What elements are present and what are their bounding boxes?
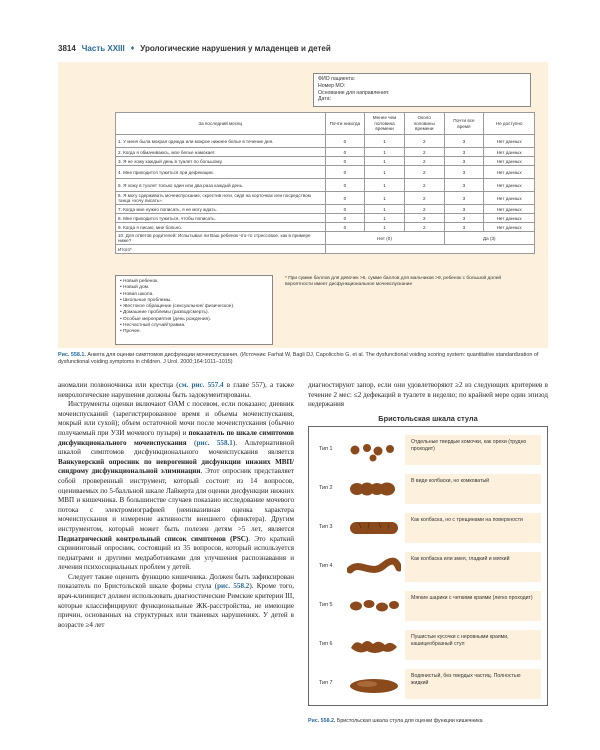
table-row [116,205,535,214]
total-value-cell [325,245,535,254]
question-cell: 10. Для ответов родителей: Испытывал ли Ваш ребенок что-то стрессовое, как в примере ниже? [116,232,326,245]
bristol-type-label: Тип 7 [319,680,333,686]
bristol-type-description: Пушистые кусочки с неровными краями, кашицеобразный стул [405,630,541,660]
text-run: ( [186,438,197,447]
bristol-type-label: Тип 2 [319,485,333,491]
figure-caption [58,352,548,366]
stool-illustration-icon [347,513,401,543]
table-row [116,157,535,166]
bold-term: показатель по шкале симптомов дисфункционального мочеиспускания [58,428,295,447]
list-item: • Новый ребенок. [120,279,268,285]
bold-term: Ванкуверский опросник по неврогенной дисфункции нижних МВП/синдрому дисфункциональной элиминации [58,457,294,476]
patient-line: Дата: [318,96,331,103]
score-cell: 0 [325,179,365,192]
score-cell: Нет данных [484,192,535,205]
score-cell: Нет данных [484,214,535,223]
bristol-stool-chart [308,414,548,706]
patient-line: ФИО пациента: [318,76,356,82]
bristol-type-label: Тип 3 [319,524,333,530]
bristol-type-description: В виде колбаски, но комковатый [405,474,541,504]
table-row [116,148,535,157]
bristol-type-description: Водянистый, без твердых частиц. Полностью жидкий [405,669,541,699]
list-item: • Особые мероприятия (день рождения). [120,317,268,323]
table-row [116,166,535,179]
text-run: аномалии позвоночника или крестца ( [58,381,179,389]
score-cell: 1 [365,205,405,214]
total-label-cell: Итого* [116,245,326,254]
bristol-type-row [309,665,549,703]
list-item: • Новый дом. [120,285,268,291]
table-row [116,245,535,254]
score-cell: 3 [444,214,484,223]
list-item: • Несчастный случай/травма. [120,323,268,329]
score-cell: 2 [404,135,444,148]
page-number: 3814 [58,43,76,53]
score-cell: 3 [444,148,484,157]
text-run: Следует также оценить функцию кишечника. Должен быть зафиксирован показатель по Бристольской шкале формы стула ( [58,572,294,591]
score-cell: 1 [365,148,405,157]
score-cell: 3 [444,179,484,192]
question-cell: 3. Я не хожу каждый день в туалет по большому. [116,157,326,166]
page-header [58,41,548,55]
score-cell: 1 [365,135,405,148]
score-footnote: * При сумме баллов для девочек >6, сумме баллов для мальчиков >9, ребенок с большой долей вероятности имеет дисфункциональное мочеиспускание [285,276,502,287]
bristol-type-row [309,548,549,586]
score-cell: 1 [365,166,405,179]
score-cell: 1 [365,157,405,166]
score-cell: 2 [404,157,444,166]
bristol-type-row [309,431,549,469]
column-header: Почти все время [444,113,484,135]
list-item: • Новая школа. [120,292,268,298]
question-cell: 1. У меня была мокрая одежда или мокрое нижнее белье в течение дня. [116,135,326,148]
question-cell: 8. Мне приходится тужиться, чтобы пописать. [116,214,326,223]
text-run: . Этот опросник представляет собой проверенный инструмент, который состоит из 14 вопросов, оцениваемых по 5-балльной шкале Лайкерта для оценки дисфункции нижних МВП и кишечника. В большинстве случаев показано исследование мочевого потока с электромиографией (неинвазивная оценка характера мочеиспускания и измерение активности внешнего сфинктера). Другим инструментом, который может быть полезен детям >5 лет, является [58,467,294,533]
figure-reference-link[interactable]: рис. 558.1 [196,438,233,447]
stool-illustration-icon [347,435,401,465]
score-cell: 3 [444,205,484,214]
stress-factors-list [115,275,273,345]
bristol-type-label: Тип 1 [319,446,333,452]
bristol-type-row [309,626,549,664]
bristol-type-description: Как колбаска, но с трещинами на поверхности [405,513,541,543]
score-cell: 0 [325,214,365,223]
paragraph [58,400,294,573]
bristol-types-box [308,426,548,706]
table-row [116,192,535,205]
column-header: За последний месяц [116,113,326,135]
score-cell: Нет данных [484,148,535,157]
score-cell: Нет данных [484,205,535,214]
text-run: Инструменты оценки включают ОАМ с посевом, если показано; дневник мочеиспусканий (зарегистрированное время и объемы мочеиспускания, мокрый или сухой); объем остаточной мочи после мочеиспускания (обычно получаемый при УЗИ мочевого пузыря) и [58,400,294,437]
score-cell: 2 [404,192,444,205]
score-cell: Нет данных [484,223,535,232]
score-cell: Нет данных [484,135,535,148]
list-item: • Прочее. [120,329,268,335]
question-cell: 4. Мне приходится тужиться при дефекации. [116,166,326,179]
answer-no-cell: Нет (0) [325,232,444,245]
score-cell: 0 [325,223,365,232]
bristol-title: Бристольская шкала стула [378,414,478,423]
stool-illustration-icon [347,474,401,504]
text-run: в главе 557), а также неврологические нарушения должны быть задокументированы. [58,381,295,399]
table-row [116,223,535,232]
score-cell: 0 [325,148,365,157]
column-header: Около половины времени [404,113,444,135]
figure-label: Рис. 558.1. [58,352,86,358]
score-cell: 2 [404,223,444,232]
question-cell: 7. Когда мне нужно пописать, я не могу ждать. [116,205,326,214]
score-cell: 3 [444,166,484,179]
question-cell: 2. Когда я обмачиваюсь, мое белье намокает. [116,148,326,157]
figure-caption-text: Бристольская шкала стула для оценки функции кишечника [335,718,483,724]
patient-line: Номер МО: [318,82,346,89]
score-cell: 3 [444,223,484,232]
bristol-type-row [309,509,549,547]
score-cell: Нет данных [484,166,535,179]
score-cell: 2 [404,205,444,214]
bristol-type-label: Тип 4 [319,563,333,569]
score-cell: Нет данных [484,179,535,192]
score-cell: 0 [325,166,365,179]
stool-illustration-icon [347,552,401,582]
table-row [116,179,535,192]
symptom-questionnaire-table [115,112,535,254]
stool-illustration-icon [347,630,401,660]
bristol-type-row [309,470,549,508]
figure-caption [308,718,558,724]
list-item: • Школьные проблемы. [120,298,268,304]
bristol-type-description: Мягкие шарики с четкими краями (легко проходит) [405,591,541,621]
column-header: Почти никогда [325,113,365,135]
body-text-right-column: диагностируют запор, если они удовлетворяют ≥2 из следующих критериев в течение 2 мес: ≤2 дефекаций в туалете в неделю; по крайней мере один эпизод недержания [308,381,548,409]
score-cell: 1 [365,214,405,223]
score-cell: 0 [325,205,365,214]
text-run: . Это краткий скрининговый опросник, состоящий из 35 вопросов, который используется педиатрами и другими медработниками для улучшения распознавания и лечения психосоциальных проблем у детей. [58,534,295,572]
score-cell: 0 [325,157,365,166]
score-cell: 2 [404,166,444,179]
score-cell: 3 [444,192,484,205]
question-cell: 9. Когда я писаю, мне больно. [116,223,326,232]
list-item: • Жестокое обращение (сексуальное/ физическое). [120,304,268,310]
bristol-type-description: Как колбаска или змея, гладкий и мягкий [405,552,541,582]
score-cell: 2 [404,214,444,223]
column-header: Не доступно [484,113,535,135]
question-cell: 6. Я могу сдерживать мочеиспускание, скрестив ноги, сидя на корточках или посредством танца «хочу писать». [116,192,326,205]
figure-label: Рис. 558.2. [308,718,336,724]
score-cell: 0 [325,135,365,148]
bristol-type-description: Отдельные твердые комочки, как орехи (трудно проходит) [405,435,541,465]
text-run: ). Кроме того, врач-клиницист должен использовать диагностические Римские критерии III, которые классифицируют функциональные ЖК-расстройства, не имеющие причин, основанных на структурных или тканевых нарушениях. У детей в возрасте ≥4 лет [58,582,294,629]
score-cell: Нет данных [484,157,535,166]
table-row [116,135,535,148]
score-cell: 0 [325,192,365,205]
score-cell: 1 [365,179,405,192]
score-cell: 3 [444,135,484,148]
figure-reference-link[interactable]: рис. 558.2 [217,582,250,591]
figure-reference-link[interactable]: см. рис. 557.4 [178,381,224,389]
stool-illustration-icon [347,669,401,699]
column-header: Менее чем половина времени [365,113,405,135]
answer-yes-cell: Да (3) [444,232,534,245]
paragraph [58,573,294,631]
score-cell: 1 [365,192,405,205]
chapter-title: Урологические нарушения у младенцев и детей [140,43,331,53]
bold-term: Педиатрический контрольный список симптомов (PSC) [58,534,249,543]
patient-line: Основание для направления: [318,89,390,96]
score-cell: 3 [444,157,484,166]
score-cell: 2 [404,179,444,192]
patient-info-box [313,73,531,107]
text-run: ). Альтернативной шкалой симптомов дисфункционального мочеиспускания является [58,438,294,457]
table-row [116,214,535,223]
body-text-left-column [58,381,294,630]
score-cell: 2 [404,148,444,157]
table-header-row [116,113,535,135]
score-cell: 1 [365,223,405,232]
question-cell: 5. Я хожу в туалет только один или два раза каждый день. [116,179,326,192]
paragraph [58,381,294,400]
part-label: Часть XXIII [81,43,125,53]
stool-illustration-icon [347,591,401,621]
figure-caption-text: Анкета для оценки симптомов дисфункции мочеиспускания. (Источник: Farhat W, Bagli DJ, Capolicchio G, et al. The dysfunctional voiding scoring system: quantitative standardization of dysfunctional voiding symptoms in children. J Urol. 2000;164:1011–1015) [58,352,539,366]
bristol-type-label: Тип 6 [319,641,333,647]
list-item: • Домашние проблемы (развод/смерть). [120,310,268,316]
table-row [116,232,535,245]
separator-diamond: ♦ [130,44,135,52]
bristol-type-row [309,587,549,625]
bristol-type-label: Тип 5 [319,602,333,608]
